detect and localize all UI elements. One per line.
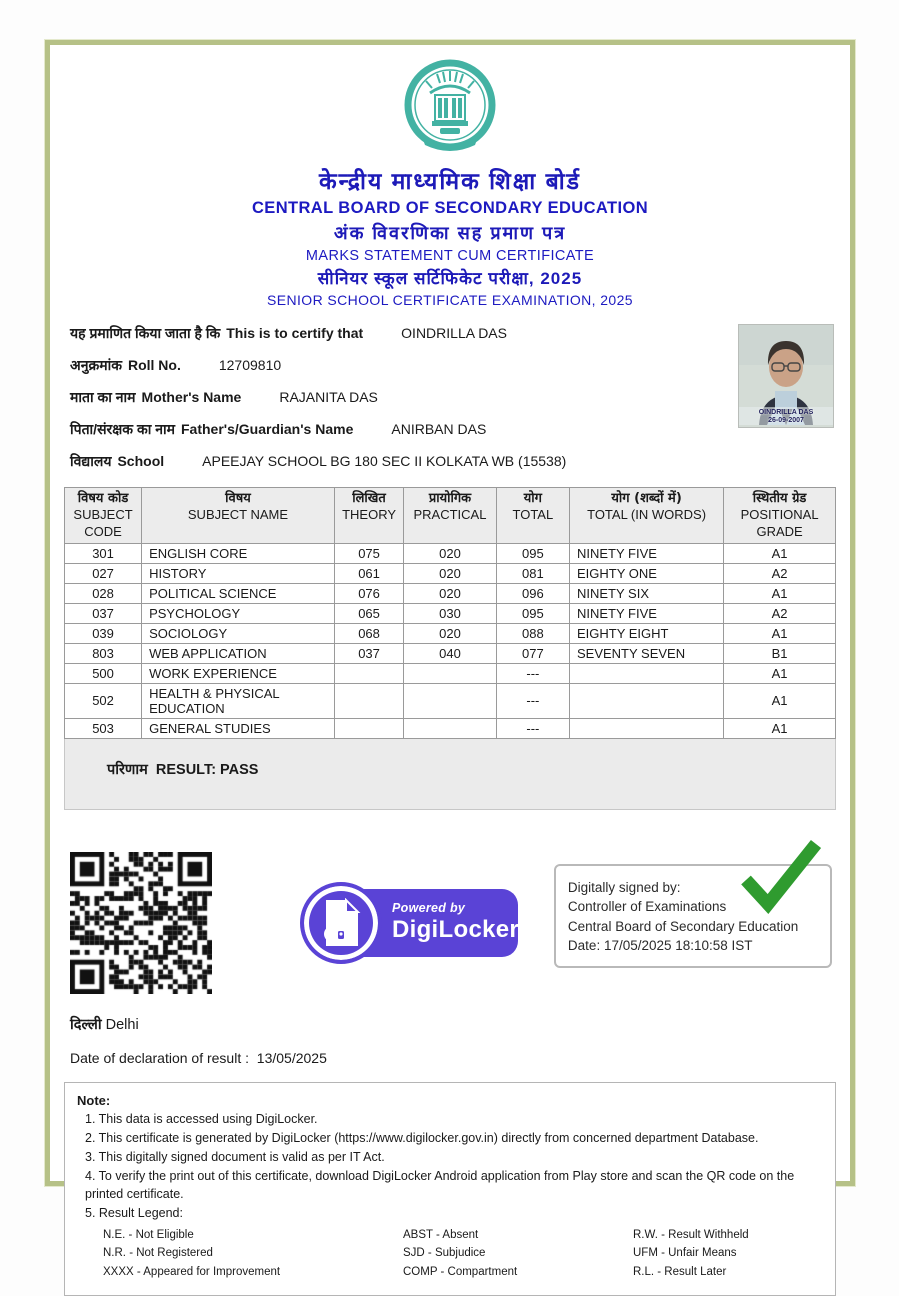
signature-line2: Controller of Examinations: [567, 899, 727, 915]
marks-cell-words: SEVENTY SEVEN: [569, 643, 723, 663]
mother-name: RAJANITA DAS: [279, 389, 378, 405]
marks-cell-grade: A1: [724, 543, 836, 563]
note-line: 3. This digitally signed document is valid as per IT Act.: [85, 1149, 385, 1164]
marks-cell-words: NINETY SIX: [569, 583, 723, 603]
marks-cell-grade: A2: [724, 563, 836, 583]
marks-cell-grade: A1: [724, 623, 836, 643]
marks-cell-total: ---: [496, 683, 569, 718]
place-line: दिल्ली Delhi: [70, 1016, 139, 1033]
marks-cell-practical: 020: [404, 583, 497, 603]
marks-cell-theory: 061: [334, 563, 403, 583]
marks-cell-total: 096: [496, 583, 569, 603]
father-row: [70, 420, 836, 439]
marks-cell-name: GENERAL STUDIES: [142, 718, 335, 738]
marks-cell-theory: 037: [334, 643, 403, 663]
marks-cell-name: ENGLISH CORE: [142, 543, 335, 563]
marks-column-header: योग TOTAL: [496, 488, 569, 544]
declaration-date: 13/05/2025: [256, 1049, 327, 1066]
certificate-header: [64, 59, 836, 308]
marks-cell-code: 301: [65, 543, 142, 563]
note-title: Note:: [77, 1092, 111, 1108]
student-name: OINDRILLA DAS: [401, 325, 507, 341]
marks-cell-practical: 020: [404, 543, 497, 563]
marks-row: [65, 663, 836, 683]
mother-label-hindi: माता का नाम: [70, 389, 136, 405]
note-line: 2. This certificate is generated by DigiLocker (https://www.digilocker.gov.in) directly from concerned department Database.: [85, 1131, 759, 1145]
marks-cell-practical: [404, 718, 497, 738]
marks-cell-practical: [404, 663, 497, 683]
marks-cell-total: 095: [496, 543, 569, 563]
note-line: 5. Result Legend:: [85, 1206, 183, 1220]
marks-cell-code: 037: [65, 603, 142, 623]
marks-cell-practical: 020: [404, 623, 497, 643]
marks-cell-code: 503: [65, 718, 142, 738]
marks-table: [64, 487, 836, 739]
marks-row: [65, 563, 836, 583]
marks-cell-code: 028: [65, 583, 142, 603]
signature-line1: Digitally signed by:: [567, 879, 681, 895]
marks-cell-words: NINETY FIVE: [569, 603, 723, 623]
qr-code: [70, 852, 212, 994]
marks-column-header: स्थितीय ग्रेड POSITIONAL GRADE: [724, 488, 836, 544]
father-label-english: Father's/Guardian's Name: [180, 421, 354, 437]
marks-column-header: विषय SUBJECT NAME: [142, 488, 335, 544]
marks-cell-theory: 065: [334, 603, 403, 623]
marks-row: [65, 683, 836, 718]
father-name: ANIRBAN DAS: [391, 421, 487, 437]
marks-row: [65, 543, 836, 563]
marks-cell-theory: [334, 718, 403, 738]
legend-column: N.E. - Not Eligible N.R. - Not Registered XXXX - Appeared for Improvement: [103, 1228, 281, 1278]
declaration-line: Date of declaration of result : 13/05/2025: [70, 1049, 327, 1066]
marks-cell-total: ---: [496, 663, 569, 683]
school-label-english: School: [117, 453, 165, 469]
marks-row: [65, 583, 836, 603]
marks-cell-practical: 030: [404, 603, 497, 623]
mother-row: [70, 388, 836, 407]
marks-column-header: योग (शब्दों में) TOTAL (IN WORDS): [569, 488, 723, 544]
signature-check-icon: [738, 838, 822, 920]
marks-row: [65, 623, 836, 643]
result-band: [64, 739, 836, 810]
school-name: APEEJAY SCHOOL BG 180 SEC II KOLKATA WB (15538): [202, 453, 567, 469]
note-line: 4. To verify the print out of this certificate, download DigiLocker Android application from Play store and scan the QR code on the printed certificate.: [85, 1168, 795, 1202]
cbse-logo-icon: [402, 59, 498, 160]
digilocker-name: DigiLocker: [392, 916, 520, 944]
marks-cell-grade: A1: [724, 663, 836, 683]
marks-cell-code: 803: [65, 643, 142, 663]
marks-cell-theory: 075: [334, 543, 403, 563]
marks-cell-code: 027: [65, 563, 142, 583]
marks-cell-total: 081: [496, 563, 569, 583]
marks-cell-name: HEALTH & PHYSICAL EDUCATION: [142, 683, 335, 718]
note-lines: [77, 1110, 825, 1223]
marks-column-header: लिखित THEORY: [334, 488, 403, 544]
statement-title-english: MARKS STATEMENT CUM CERTIFICATE: [305, 248, 595, 264]
digital-signature-box: [554, 864, 832, 968]
marks-cell-theory: [334, 683, 403, 718]
certificate-page: [45, 40, 855, 1278]
marks-cell-name: HISTORY: [142, 563, 335, 583]
marks-cell-total: ---: [496, 718, 569, 738]
roll-row: [70, 356, 836, 375]
marks-cell-code: 500: [65, 663, 142, 683]
marks-cell-code: 502: [65, 683, 142, 718]
marks-cell-name: WORK EXPERIENCE: [142, 663, 335, 683]
certify-label-english: This is to certify that: [226, 325, 364, 341]
mother-label-english: Mother's Name: [141, 389, 242, 405]
note-line: 1. This data is accessed using DigiLocker.: [85, 1112, 318, 1127]
marks-cell-grade: A1: [724, 718, 836, 738]
statement-title-hindi: अंक विवरणिका सह प्रमाण पत्र: [333, 223, 567, 243]
marks-cell-words: [569, 683, 723, 718]
note-box: [64, 1082, 836, 1296]
marks-cell-grade: B1: [724, 643, 836, 663]
marks-cell-words: EIGHTY EIGHT: [569, 623, 723, 643]
marks-table-header: [65, 488, 836, 544]
marks-cell-total: 095: [496, 603, 569, 623]
legend-column: ABST - Absent SJD - Subjudice COMP - Compartment: [403, 1228, 518, 1278]
digilocker-badge: [300, 882, 520, 964]
marks-cell-words: EIGHTY ONE: [569, 563, 723, 583]
digilocker-icon: [300, 882, 382, 964]
student-details: [64, 324, 836, 471]
marks-cell-theory: [334, 663, 403, 683]
marks-cell-words: NINETY FIVE: [569, 543, 723, 563]
marks-column-header: प्रायोगिक PRACTICAL: [404, 488, 497, 544]
marks-cell-code: 039: [65, 623, 142, 643]
roll-label-english: Roll No.: [127, 357, 181, 373]
marks-cell-practical: 020: [404, 563, 497, 583]
marks-cell-grade: A2: [724, 603, 836, 623]
exam-title-hindi: सीनियर स्कूल सर्टिफिकेट परीक्षा, 2025: [317, 269, 583, 288]
school-row: [70, 452, 836, 471]
legend-column: R.W. - Result Withheld UFM - Unfair Means R.L. - Result Later: [633, 1228, 749, 1278]
signature-line3: Central Board of Secondary Education: [567, 918, 799, 934]
marks-cell-grade: A1: [724, 683, 836, 718]
marks-cell-total: 077: [496, 643, 569, 663]
certify-row: [70, 324, 836, 343]
marks-cell-practical: 040: [404, 643, 497, 663]
digilocker-powered-by: Powered by: [392, 901, 466, 916]
board-title-hindi: केन्द्रीय माध्यमिक शिक्षा बोर्ड: [319, 168, 581, 194]
photo-caption: OINDRILLA DAS 26-09-2007: [758, 409, 814, 424]
marks-cell-name: SOCIOLOGY: [142, 623, 335, 643]
result-label-hindi: परिणाम: [107, 761, 148, 778]
result-legend: [77, 1226, 825, 1281]
school-label-hindi: विद्यालय: [70, 453, 112, 469]
father-label-hindi: पिता/संरक्षक का नाम: [70, 421, 175, 437]
exam-title-english: SENIOR SCHOOL CERTIFICATE EXAMINATION, 2025: [267, 292, 633, 308]
marks-cell-name: POLITICAL SCIENCE: [142, 583, 335, 603]
marks-cell-name: WEB APPLICATION: [142, 643, 335, 663]
marks-row: [65, 718, 836, 738]
marks-row: [65, 603, 836, 623]
student-photo: [738, 324, 834, 428]
marks-cell-theory: 076: [334, 583, 403, 603]
roll-label-hindi: अनुक्रमांक: [70, 357, 122, 373]
certify-label-hindi: यह प्रमाणित किया जाता है कि: [70, 325, 221, 341]
marks-cell-total: 088: [496, 623, 569, 643]
marks-cell-words: [569, 718, 723, 738]
signature-date: Date: 17/05/2025 18:10:58 IST: [567, 938, 753, 954]
marks-cell-words: [569, 663, 723, 683]
marks-cell-name: PSYCHOLOGY: [142, 603, 335, 623]
board-title-english: CENTRAL BOARD OF SECONDARY EDUCATION: [251, 199, 649, 217]
verification-row: [64, 852, 836, 994]
roll-number: 12709810: [218, 357, 282, 373]
marks-cell-grade: A1: [724, 583, 836, 603]
marks-cell-practical: [404, 683, 497, 718]
marks-row: [65, 643, 836, 663]
marks-column-header: विषय कोड SUBJECT CODE: [65, 488, 142, 544]
marks-cell-theory: 068: [334, 623, 403, 643]
result-value: RESULT: PASS: [155, 761, 259, 778]
